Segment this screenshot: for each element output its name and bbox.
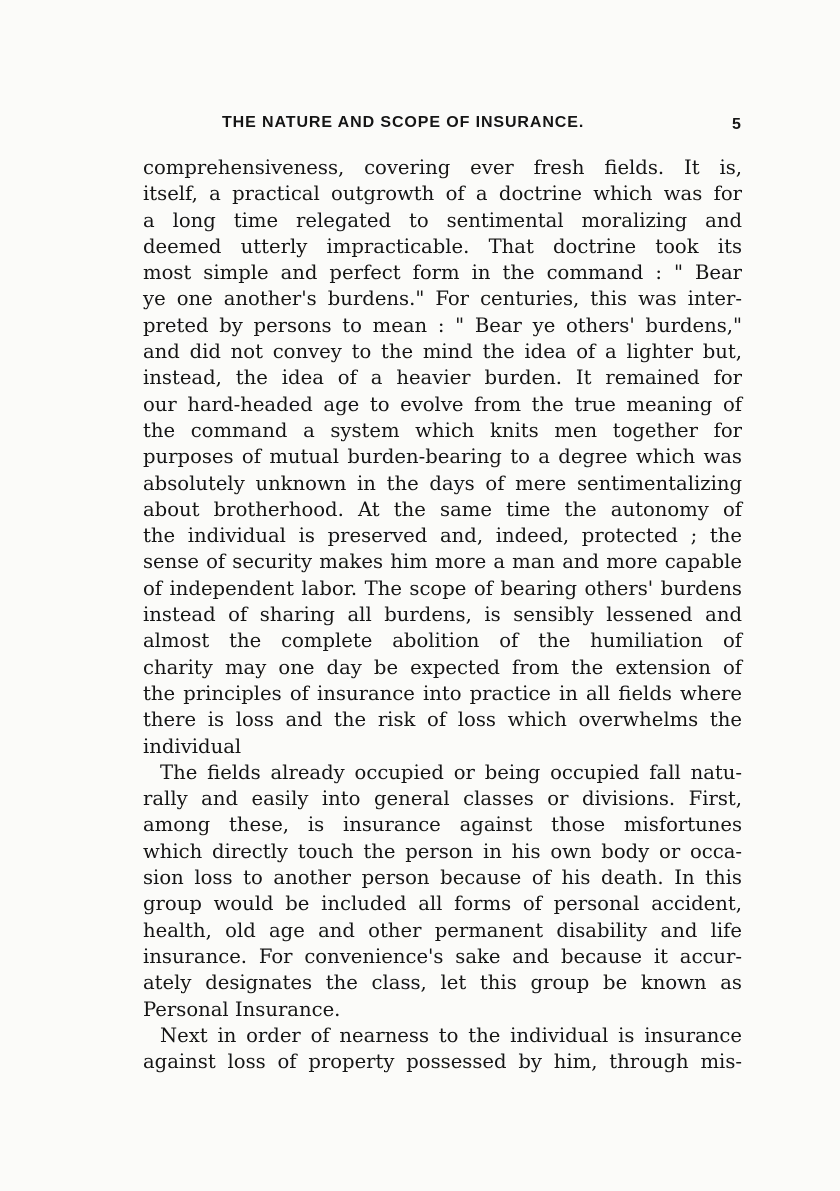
running-title: THE NATURE AND SCOPE OF INSURANCE.	[222, 114, 585, 131]
text-line: preted by persons to mean : " Bear ye others' burdens,"	[143, 313, 742, 337]
text-line: and did not convey to the mind the idea of a lighter but,	[143, 340, 742, 364]
text-line: of independent labor. The scope of bearing others' burdens	[143, 576, 742, 600]
text-line: against loss of property possessed by him, through mis-	[143, 1050, 742, 1074]
text-line: group would be included all forms of personal accident,	[143, 892, 742, 916]
text-line: individual	[143, 734, 242, 758]
text-line: which directly touch the person in his own body or occa-	[143, 839, 742, 863]
page-body	[143, 155, 742, 1075]
paragraph	[143, 1023, 742, 1076]
paragraph	[143, 760, 742, 1023]
text-line: the principles of insurance into practice in all fields where	[143, 681, 742, 705]
text-line: Next in order of nearness to the individual is insurance	[160, 1023, 742, 1047]
text-line: health, old age and other permanent disability and life	[143, 918, 742, 942]
text-line: Personal Insurance.	[143, 997, 341, 1021]
text-line: about brotherhood. At the same time the autonomy of	[143, 497, 742, 521]
text-line: among these, is insurance against those misfortunes	[143, 813, 742, 837]
text-line: instead of sharing all burdens, is sensibly lessened and	[143, 603, 742, 627]
text-line: itself, a practical outgrowth of a doctrine which was for	[143, 182, 742, 206]
text-line: there is loss and the risk of loss which overwhelms the	[143, 708, 742, 732]
text-line: charity may one day be expected from the extension of	[143, 655, 742, 679]
text-line: ye one another's burdens." For centuries, this was inter-	[143, 287, 742, 311]
text-line: sion loss to another person because of his death. In this	[143, 866, 742, 890]
text-line: a long time relegated to sentimental moralizing and	[143, 208, 742, 232]
text-line: the command a system which knits men together for	[143, 418, 742, 442]
text-line: purposes of mutual burden-bearing to a degree which was	[143, 445, 742, 469]
text-line: ately designates the class, let this group be known as	[143, 971, 742, 995]
text-line: The fields already occupied or being occupied fall natu-	[160, 760, 742, 784]
text-line: almost the complete abolition of the humiliation of	[143, 629, 742, 653]
text-line: sense of security makes him more a man and more capable	[143, 550, 742, 574]
text-line: insurance. For convenience's sake and because it accur-	[143, 944, 742, 968]
paragraph	[143, 155, 742, 760]
text-line: rally and easily into general classes or divisions. First,	[143, 787, 742, 811]
text-line: comprehensiveness, covering ever fresh fields. It is,	[143, 156, 742, 179]
text-line: our hard-headed age to evolve from the true meaning of	[143, 392, 742, 416]
text-line: instead, the idea of a heavier burden. It remained for	[143, 366, 742, 390]
page-number: 5	[732, 116, 741, 133]
text-line: the individual is preserved and, indeed, protected ; the	[143, 524, 742, 548]
text-line: absolutely unknown in the days of mere sentimentalizing	[143, 471, 742, 495]
text-line: most simple and perfect form in the command : " Bear	[143, 261, 742, 285]
text-line: deemed utterly impracticable. That doctrine took its	[143, 234, 742, 258]
